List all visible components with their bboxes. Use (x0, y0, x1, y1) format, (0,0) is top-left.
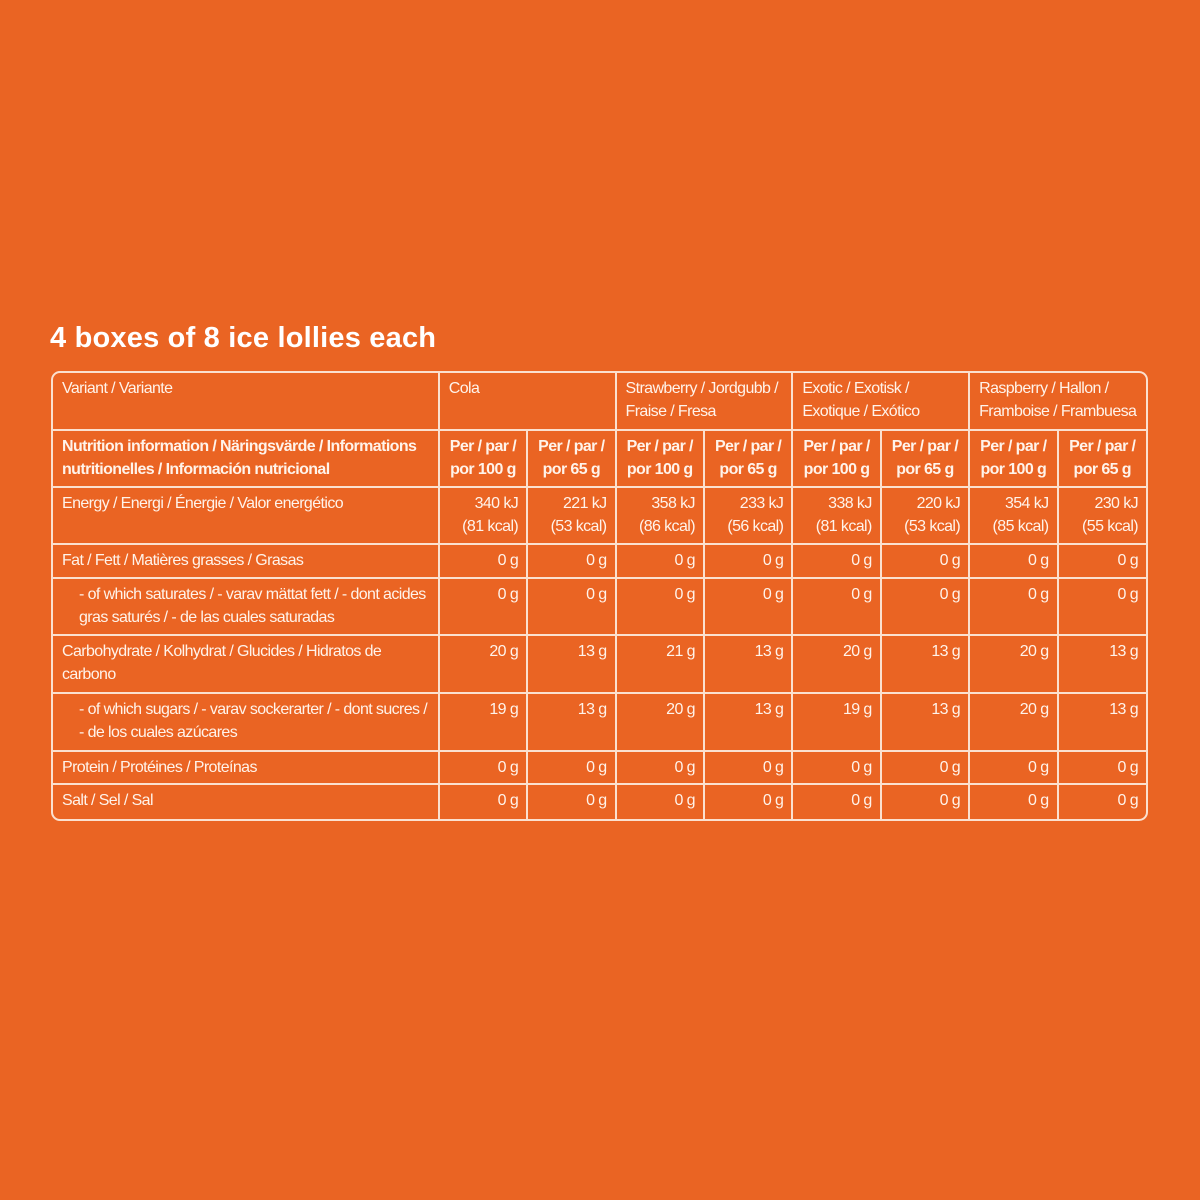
nutrient-value (792, 784, 880, 819)
nutrient-value (439, 544, 527, 577)
nutrient-value-text: (56 kcal) (727, 517, 784, 535)
nutrient-value-text: 20 g (489, 643, 519, 661)
nutrient-value-text: 0 g (762, 552, 784, 570)
nutrient-value-text: 13 g (1109, 701, 1138, 719)
nutrient-value-text: 13 g (577, 701, 607, 719)
nutrient-row (53, 784, 1146, 819)
nutrient-value-text: 0 g (851, 585, 872, 603)
nutrient-value (1058, 784, 1147, 819)
nutrient-value (969, 693, 1057, 751)
nutrient-value (969, 635, 1057, 693)
nutrient-value-text: (53 kcal) (904, 517, 961, 535)
nutrient-label (53, 544, 439, 577)
nutrient-value (527, 487, 615, 545)
nutrient-label (53, 487, 439, 545)
nutrient-value-text: (81 kcal) (815, 517, 872, 535)
nutrient-value-text: 20 g (666, 701, 695, 719)
variant-strawberry: Strawberry / Jordgubb / Fraise / Fresa (616, 373, 793, 430)
nutrient-value (616, 751, 704, 784)
nutrient-value (527, 578, 615, 636)
nutrient-value-text: 0 g (939, 552, 961, 570)
nutrient-value-text: 0 g (851, 759, 872, 776)
nutrient-value-text: 0 g (1117, 792, 1138, 810)
nutrient-value-text: 221 kJ (562, 494, 607, 512)
nutrient-value-text: 19 g (842, 701, 872, 719)
nutrient-value (439, 693, 527, 751)
nutrition-header-row (53, 430, 1146, 487)
nutrient-value-text: 13 g (754, 643, 784, 661)
nutrient-value (616, 693, 704, 751)
nutrient-value-text: (86 kcal) (638, 517, 695, 535)
per-100g-header: Per / par / por 100 g (969, 430, 1057, 487)
nutrient-value (792, 578, 880, 636)
nutrient-value (881, 578, 969, 636)
nutrient-value (881, 784, 969, 819)
nutrient-value-text: 0 g (939, 759, 961, 776)
nutrient-value-text: 0 g (674, 585, 695, 603)
nutrient-value-text: (81 kcal) (462, 517, 519, 535)
variant-cola: Cola (439, 373, 616, 430)
nutrient-value (527, 635, 615, 693)
nutrient-value-text: 0 g (1028, 792, 1049, 810)
nutrient-value (704, 544, 792, 577)
nutrient-value-text: 13 g (1109, 643, 1138, 661)
nutrient-label (53, 578, 439, 636)
nutrient-label-text: Energy / Energi / Énergie / Valor energético (62, 494, 344, 512)
nutrient-value-text: 358 kJ (651, 494, 695, 512)
nutrient-value (704, 487, 792, 545)
page-title: 4 boxes of 8 ice lollies each (50, 322, 437, 354)
nutrient-value-text: 220 kJ (916, 494, 961, 512)
nutrient-value-text: 233 kJ (739, 494, 784, 512)
nutrient-value (1058, 487, 1147, 545)
per-65g-header: Per / par / por 65 g (704, 430, 792, 487)
nutrient-value (439, 635, 527, 693)
nutrient-value (881, 751, 969, 784)
nutrient-value-text: 0 g (939, 585, 961, 603)
nutrient-value (616, 784, 704, 819)
nutrient-value-text: 0 g (851, 552, 872, 570)
nutrient-value-text: 0 g (497, 585, 519, 603)
nutrient-value (1058, 693, 1147, 751)
nutrient-label-text: Protein / Protéines / Proteínas (62, 759, 257, 776)
nutrient-value (527, 751, 615, 784)
nutrient-value (616, 487, 704, 545)
nutrient-value-text: (55 kcal) (1082, 517, 1138, 535)
nutrient-value (792, 693, 880, 751)
nutrient-value-text: 0 g (1028, 585, 1049, 603)
nutrient-value-text: 0 g (586, 759, 607, 776)
per-65g-header: Per / par / por 65 g (1058, 430, 1147, 487)
nutrient-value (969, 751, 1057, 784)
nutrient-value-text: 0 g (586, 552, 607, 570)
nutrient-value-text: 0 g (674, 792, 695, 810)
per-100g-header: Per / par / por 100 g (792, 430, 880, 487)
nutrient-value (704, 635, 792, 693)
nutrient-value-text: 338 kJ (828, 494, 872, 512)
nutrient-value-text: 230 kJ (1094, 494, 1138, 512)
per-65g-header: Per / par / por 65 g (527, 430, 615, 487)
nutrient-value-text: 20 g (1019, 701, 1049, 719)
nutrient-value-text: 13 g (577, 643, 607, 661)
nutrient-value-text: 0 g (674, 552, 695, 570)
nutrient-value-text: 0 g (1117, 585, 1138, 603)
nutrient-value-text: 340 kJ (474, 494, 519, 512)
nutrient-value (1058, 635, 1147, 693)
nutrient-value (792, 751, 880, 784)
per-100g-header: Per / par / por 100 g (616, 430, 704, 487)
nutrient-row (53, 751, 1146, 784)
nutrient-value-text: 354 kJ (1004, 494, 1049, 512)
nutrient-label-text: Salt / Sel / Sal (62, 792, 153, 810)
nutrient-label-text: - of which sugars / - varav sockerarter / - dont sucres / - de los cuales azúcares (79, 701, 428, 742)
nutrient-value-text: 0 g (762, 792, 784, 810)
nutrient-value (616, 578, 704, 636)
per-100g-header: Per / par / por 100 g (439, 430, 527, 487)
nutrient-value (969, 487, 1057, 545)
nutrient-value-text: 20 g (1019, 643, 1049, 661)
nutrient-value (704, 578, 792, 636)
nutrient-value-text: 0 g (497, 552, 519, 570)
nutrient-value (881, 635, 969, 693)
nutrient-label (53, 693, 439, 751)
nutrient-value (881, 693, 969, 751)
nutrient-row (53, 693, 1146, 751)
nutrient-value-text: 13 g (931, 643, 961, 661)
nutrition-table (53, 373, 1146, 819)
nutrient-label (53, 635, 439, 693)
nutrient-value (969, 784, 1057, 819)
nutrient-label (53, 751, 439, 784)
nutrient-value (616, 544, 704, 577)
nutrient-value-text: 0 g (586, 792, 607, 810)
nutrient-value (704, 693, 792, 751)
nutrient-row (53, 635, 1146, 693)
nutrient-row (53, 487, 1146, 545)
nutrient-value (1058, 578, 1147, 636)
variant-row (53, 373, 1146, 430)
nutrient-value (792, 635, 880, 693)
nutrient-value (527, 544, 615, 577)
nutrient-value-text: 0 g (939, 792, 961, 810)
variant-label: Variant / Variante (53, 373, 439, 430)
nutrient-value-text: 0 g (586, 585, 607, 603)
nutrient-value (792, 487, 880, 545)
nutrient-value-text: 0 g (851, 792, 872, 810)
nutrient-value-text: 0 g (762, 585, 784, 603)
nutrient-value-text: 0 g (762, 759, 784, 776)
nutrient-value-text: 19 g (489, 701, 519, 719)
nutrient-value-text: 21 g (666, 643, 695, 661)
nutrient-value-text: 0 g (497, 759, 519, 776)
nutrient-value (1058, 751, 1147, 784)
nutrient-value-text: 0 g (674, 759, 695, 776)
nutrient-value-text: 13 g (754, 701, 784, 719)
nutrient-value-text: 20 g (842, 643, 872, 661)
nutrient-value (439, 578, 527, 636)
nutrient-value (527, 693, 615, 751)
nutrient-value (1058, 544, 1147, 577)
nutrient-value-text: 0 g (497, 792, 519, 810)
nutrient-value-text: 0 g (1028, 552, 1049, 570)
nutrient-value (704, 784, 792, 819)
nutrient-value (792, 544, 880, 577)
nutrient-value (439, 487, 527, 545)
nutrient-value-text: (53 kcal) (550, 517, 607, 535)
per-65g-header: Per / par / por 65 g (881, 430, 969, 487)
nutrient-label (53, 784, 439, 819)
nutrient-label-text: Carbohydrate / Kolhydrat / Glucides / Hidratos de carbono (62, 643, 382, 684)
nutrient-label-text: Fat / Fett / Matières grasses / Grasas (62, 552, 304, 570)
nutrient-value (616, 635, 704, 693)
nutrition-info-label: Nutrition information / Näringsvärde / Informations nutritionelles / Información nutricional (53, 430, 439, 487)
nutrient-label-text: - of which saturates / - varav mättat fett / - dont acides gras saturés / - de las cuales saturadas (79, 585, 426, 626)
nutrient-value-text: (85 kcal) (992, 517, 1049, 535)
nutrient-value (704, 751, 792, 784)
nutrient-value (969, 578, 1057, 636)
nutrient-value-text: 0 g (1117, 552, 1138, 570)
nutrient-value (969, 544, 1057, 577)
nutrient-value (881, 487, 969, 545)
nutrition-table-frame (51, 371, 1148, 821)
nutrient-value-text: 0 g (1117, 759, 1138, 776)
variant-raspberry: Raspberry / Hallon / Framboise / Frambuesa (969, 373, 1146, 430)
nutrient-value (439, 784, 527, 819)
nutrient-value (439, 751, 527, 784)
nutrient-value-text: 0 g (1028, 759, 1049, 776)
nutrient-row (53, 544, 1146, 577)
nutrient-value (527, 784, 615, 819)
nutrient-value (881, 544, 969, 577)
nutrient-row (53, 578, 1146, 636)
variant-exotic: Exotic / Exotisk / Exotique / Exótico (792, 373, 969, 430)
nutrient-value-text: 13 g (931, 701, 961, 719)
